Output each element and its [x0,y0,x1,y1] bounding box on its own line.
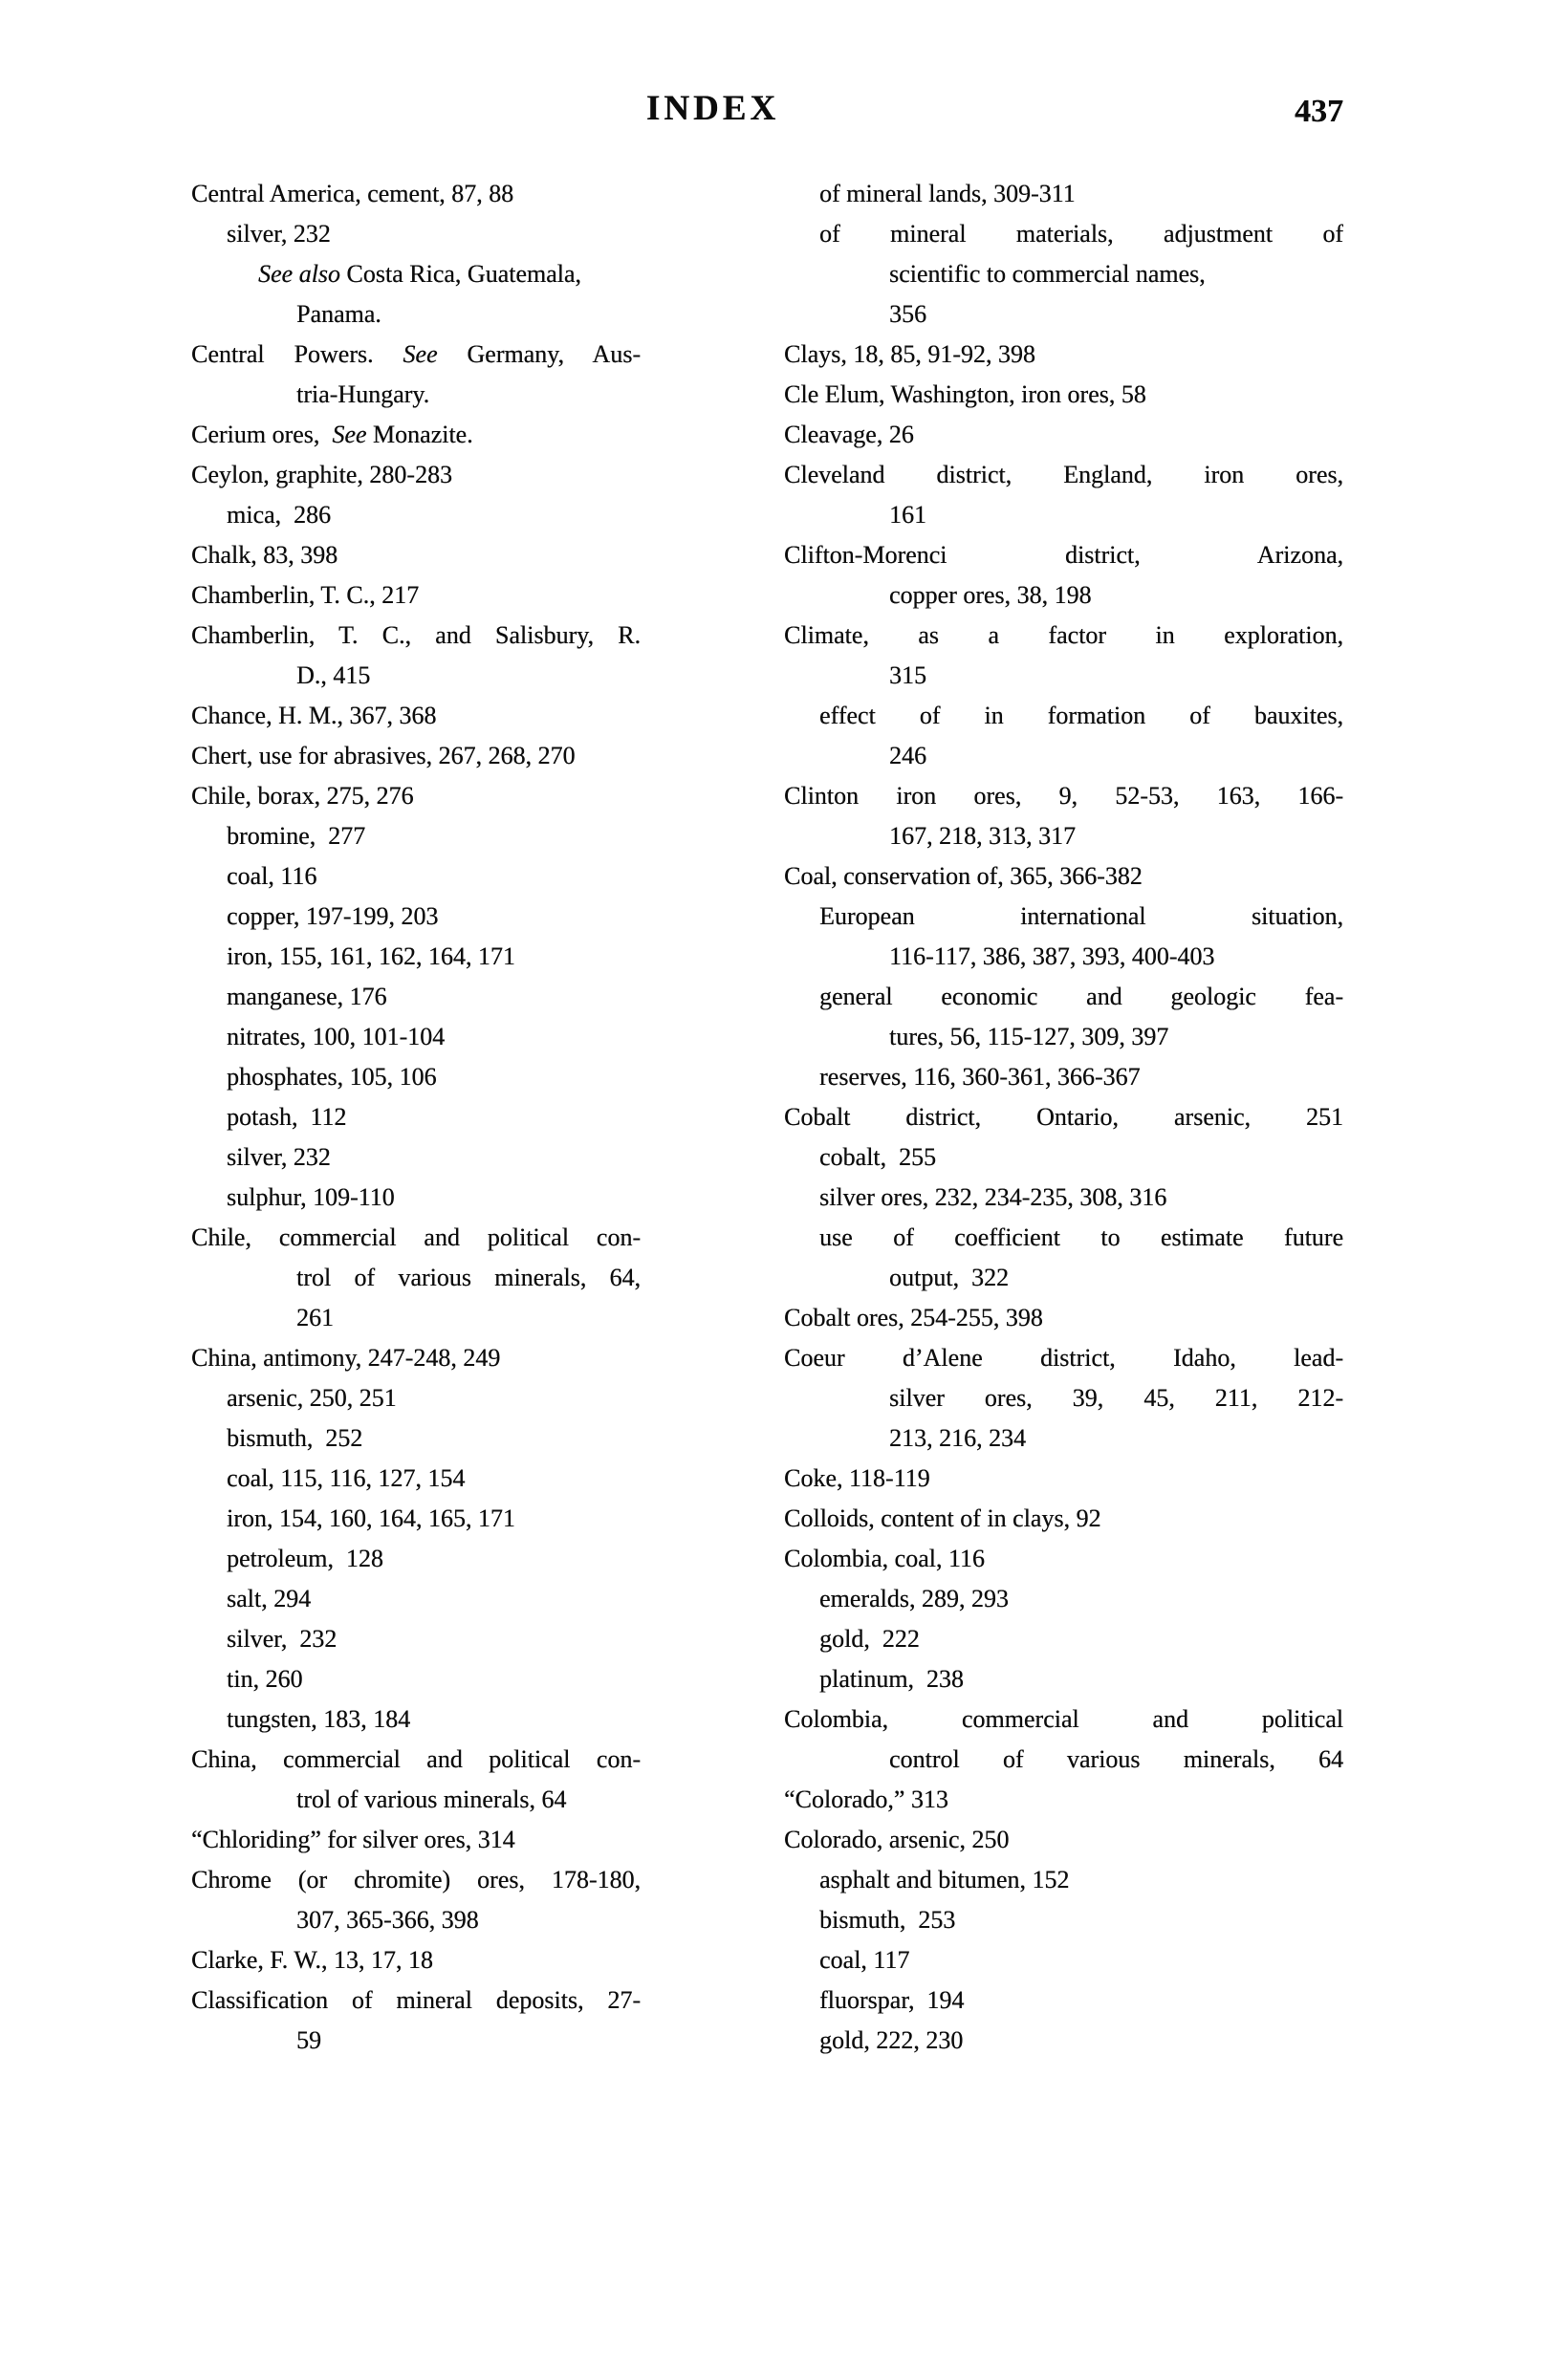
entry-text: 161 [889,501,926,529]
index-entry-line [784,1860,1343,1900]
index-entry-line [191,1338,641,1378]
index-entry-line [191,1218,641,1258]
index-column-right [784,174,1343,2061]
entry-text: control of various minerals, 64 [889,1745,1343,1773]
index-entry-line [784,1378,1343,1418]
index-entry-line [191,1017,641,1057]
entry-text: coal, 117 [819,1946,910,1974]
entry-text: Coke, 118-119 [784,1464,930,1492]
index-entry-line [784,1980,1343,2021]
page-header [191,88,1343,134]
index-entry-line [784,535,1343,575]
entry-text: trol of various minerals, 64 [296,1785,567,1813]
index-entry-line [784,335,1343,375]
entry-text: manganese, 176 [227,983,387,1010]
index-entry-line [191,897,641,937]
entry-text: platinum, 238 [819,1665,964,1693]
entry-text: gold, 222 [819,1625,920,1653]
index-entry-line [784,1499,1343,1539]
entry-text: scientific to commercial names, [889,260,1206,288]
entry-text: silver, 232 [227,1143,331,1171]
entry-text: 59 [296,2026,321,2054]
entry-text: mica, 286 [227,501,332,529]
index-entry-line [784,1780,1343,1820]
entry-text: Cle Elum, Washington, iron ores, 58 [784,380,1146,408]
index-body [191,174,1343,2061]
index-entry-line [784,1258,1343,1298]
entry-text: Central Powers. [191,340,403,368]
entry-text: reserves, 116, 360-361, 366-367 [819,1063,1141,1091]
entry-text: Central America, cement, 87, 88 [191,180,514,207]
index-entry-line [784,1699,1343,1740]
index-entry-line [191,1900,641,1940]
index-entry-line [784,977,1343,1017]
entry-text: Ceylon, graphite, 280-283 [191,461,452,488]
entry-text: coal, 116 [227,862,317,890]
index-entry-line [784,1619,1343,1659]
index-entry-line [191,937,641,977]
entry-text: Climate, as a factor in exploration, [784,621,1343,649]
index-entry-line [191,214,641,254]
entry-text: salt, 294 [227,1585,312,1612]
index-entry-line [784,1539,1343,1579]
index-entry-line [191,575,641,616]
entry-text: silver, 232 [227,220,331,248]
cross-reference-text: See also [258,260,340,288]
index-entry-line [784,455,1343,495]
entry-text: effect of in formation of bauxites, [819,702,1343,729]
entry-text: arsenic, 250, 251 [227,1384,397,1412]
index-entry-line [191,1418,641,1459]
index-entry-line [784,937,1343,977]
entry-text: 116-117, 386, 387, 393, 400-403 [889,942,1215,970]
entry-text: “Chloriding” for silver ores, 314 [191,1826,515,1853]
entry-text: Clays, 18, 85, 91-92, 398 [784,340,1035,368]
index-entry-line [191,1137,641,1178]
index-entry-line [191,1459,641,1499]
entry-text: of mineral lands, 309-311 [819,180,1076,207]
index-column-left [191,174,641,2061]
entry-text: cobalt, 255 [819,1143,937,1171]
entry-text: Chalk, 83, 398 [191,541,338,569]
entry-text: Coal, conservation of, 365, 366-382 [784,862,1143,890]
entry-text: silver, 232 [227,1625,338,1653]
index-entry-line [191,375,641,415]
index-entry-line [191,2021,641,2061]
entry-text: Cerium ores, [191,421,333,448]
entry-text: Colorado, arsenic, 250 [784,1826,1010,1853]
index-entry-line [191,696,641,736]
page-number: 437 [1295,94,1343,129]
entry-text: Cleavage, 26 [784,421,914,448]
index-entry-line [191,254,641,294]
index-entry-line [784,575,1343,616]
entry-text: Cleveland district, England, iron ores, [784,461,1343,488]
index-entry-line [784,1338,1343,1378]
entry-text: tungsten, 183, 184 [227,1705,411,1733]
index-entry-line [784,1579,1343,1619]
entry-text: Cobalt district, Ontario, arsenic, 251 [784,1103,1343,1131]
entry-text: Chile, commercial and political con- [191,1223,641,1251]
entry-text: iron, 155, 161, 162, 164, 171 [227,942,515,970]
entry-text: Costa Rica, Guatemala, [339,260,581,288]
entry-text: Chance, H. M., 367, 368 [191,702,437,729]
entry-text: 356 [889,300,926,328]
entry-text: general economic and geologic fea- [819,983,1343,1010]
index-entry-line [784,736,1343,776]
index-entry-line [784,616,1343,656]
index-entry-line [784,1017,1343,1057]
index-entry-line [191,415,641,455]
index-entry-line [784,1940,1343,1980]
entry-text: phosphates, 105, 106 [227,1063,437,1091]
index-entry-line [191,1378,641,1418]
entry-text: bismuth, 252 [227,1424,363,1452]
entry-text: Coeur d’Alene district, Idaho, lead- [784,1344,1343,1372]
entry-text: sulphur, 109-110 [227,1183,395,1211]
entry-text: European international situation, [819,902,1343,930]
index-entry-line [784,1178,1343,1218]
index-entry-line [191,856,641,897]
index-entry-line [191,776,641,816]
index-entry-line [191,616,641,656]
entry-text: potash, 112 [227,1103,347,1131]
index-entry-line [784,174,1343,214]
entry-text: iron, 154, 160, 164, 165, 171 [227,1504,515,1532]
entry-text: 261 [296,1304,334,1331]
index-entry-line [191,1619,641,1659]
entry-text: Cobalt ores, 254-255, 398 [784,1304,1043,1331]
index-entry-line [191,1178,641,1218]
index-entry-line [191,977,641,1017]
index-entry-line [784,375,1343,415]
entry-text: Classification of mineral deposits, 27- [191,1986,641,2014]
index-entry-line [784,856,1343,897]
index-entry-line [784,1820,1343,1860]
entry-text: Chamberlin, T. C., 217 [191,581,420,609]
index-entry-line [784,1097,1343,1137]
entry-text: China, antimony, 247-248, 249 [191,1344,501,1372]
cross-reference-text: See [332,421,367,448]
entry-text: Colloids, content of in clays, 92 [784,1504,1101,1532]
index-entry-line [191,1258,641,1298]
entry-text: tin, 260 [227,1665,303,1693]
index-entry-line [191,736,641,776]
entry-text: tria-Hungary. [296,380,430,408]
entry-text: Chert, use for abrasives, 267, 268, 270 [191,742,576,769]
cross-reference-text: See [403,340,438,368]
index-entry-line [191,1097,641,1137]
entry-text: petroleum, 128 [227,1545,383,1572]
index-entry-line [191,816,641,856]
entry-text: bromine, 277 [227,822,366,850]
entry-text: Panama. [296,300,381,328]
entry-text: Colombia, commercial and political [784,1705,1343,1733]
index-entry-line [191,1699,641,1740]
index-entry-line [784,696,1343,736]
index-entry-line [191,455,641,495]
index-entry-line [191,1740,641,1780]
index-entry-line [191,1579,641,1619]
entry-text: Germany, Aus- [437,340,641,368]
index-entry-line [784,1418,1343,1459]
index-entry-line [784,214,1343,254]
index-entry-line [784,294,1343,335]
entry-text: Chile, borax, 275, 276 [191,782,414,810]
index-entry-line [784,1740,1343,1780]
entry-text: copper ores, 38, 198 [889,581,1092,609]
entry-text: Clinton iron ores, 9, 52-53, 163, 166- [784,782,1343,810]
index-entry-line [784,1057,1343,1097]
entry-text: 213, 216, 234 [889,1424,1026,1452]
index-entry-line [191,1940,641,1980]
entry-text: Clifton-Morenci district, Arizona, [784,541,1343,569]
entry-text: of mineral materials, adjustment of [819,220,1343,248]
entry-text: 307, 365-366, 398 [296,1906,479,1934]
entry-text: China, commercial and political con- [191,1745,641,1773]
index-entry-line [191,1539,641,1579]
entry-text: Colombia, coal, 116 [784,1545,985,1572]
index-entry-line [784,1137,1343,1178]
index-entry-line [784,1900,1343,1940]
entry-text: use of coefficient to estimate future [819,1223,1343,1251]
entry-text: Monazite. [366,421,473,448]
entry-text: Chamberlin, T. C., and Salisbury, R. [191,621,641,649]
index-entry-line [784,2021,1343,2061]
index-entry-line [784,1218,1343,1258]
entry-text: gold, 222, 230 [819,2026,964,2054]
index-entry-line [191,495,641,535]
index-entry-line [784,1659,1343,1699]
index-entry-line [191,1057,641,1097]
entry-text: bismuth, 253 [819,1906,956,1934]
entry-text: coal, 115, 116, 127, 154 [227,1464,466,1492]
entry-text: output, 322 [889,1264,1009,1291]
entry-text: 315 [889,661,926,689]
entry-text: copper, 197-199, 203 [227,902,439,930]
index-entry-line [191,656,641,696]
index-entry-line [784,776,1343,816]
index-entry-line [191,174,641,214]
index-entry-line [191,294,641,335]
index-entry-line [191,1780,641,1820]
page-title: INDEX [645,89,780,128]
index-entry-line [191,1820,641,1860]
entry-text: 167, 218, 313, 317 [889,822,1076,850]
entry-text: fluorspar, 194 [819,1986,965,2014]
entry-text: trol of various minerals, 64, [296,1264,641,1291]
entry-text: silver ores, 39, 45, 211, 212- [889,1384,1343,1412]
index-entry-line [784,656,1343,696]
index-entry-line [784,1298,1343,1338]
entry-text: Chrome (or chromite) ores, 178-180, [191,1866,641,1893]
entry-text: Clarke, F. W., 13, 17, 18 [191,1946,433,1974]
entry-text: “Colorado,” 313 [784,1785,948,1813]
index-entry-line [191,1860,641,1900]
index-entry-line [191,335,641,375]
index-entry-line [191,1659,641,1699]
index-entry-line [191,535,641,575]
index-entry-line [191,1980,641,2021]
index-entry-line [191,1298,641,1338]
entry-text: tures, 56, 115-127, 309, 397 [889,1023,1169,1050]
entry-text: silver ores, 232, 234-235, 308, 316 [819,1183,1167,1211]
index-entry-line [784,816,1343,856]
entry-text: asphalt and bitumen, 152 [819,1866,1070,1893]
index-entry-line [784,897,1343,937]
entry-text: emeralds, 289, 293 [819,1585,1009,1612]
index-entry-line [784,495,1343,535]
entry-text: nitrates, 100, 101-104 [227,1023,446,1050]
index-entry-line [191,1499,641,1539]
index-entry-line [784,254,1343,294]
index-entry-line [784,415,1343,455]
index-entry-line [784,1459,1343,1499]
entry-text: D., 415 [296,661,371,689]
entry-text: 246 [889,742,926,769]
